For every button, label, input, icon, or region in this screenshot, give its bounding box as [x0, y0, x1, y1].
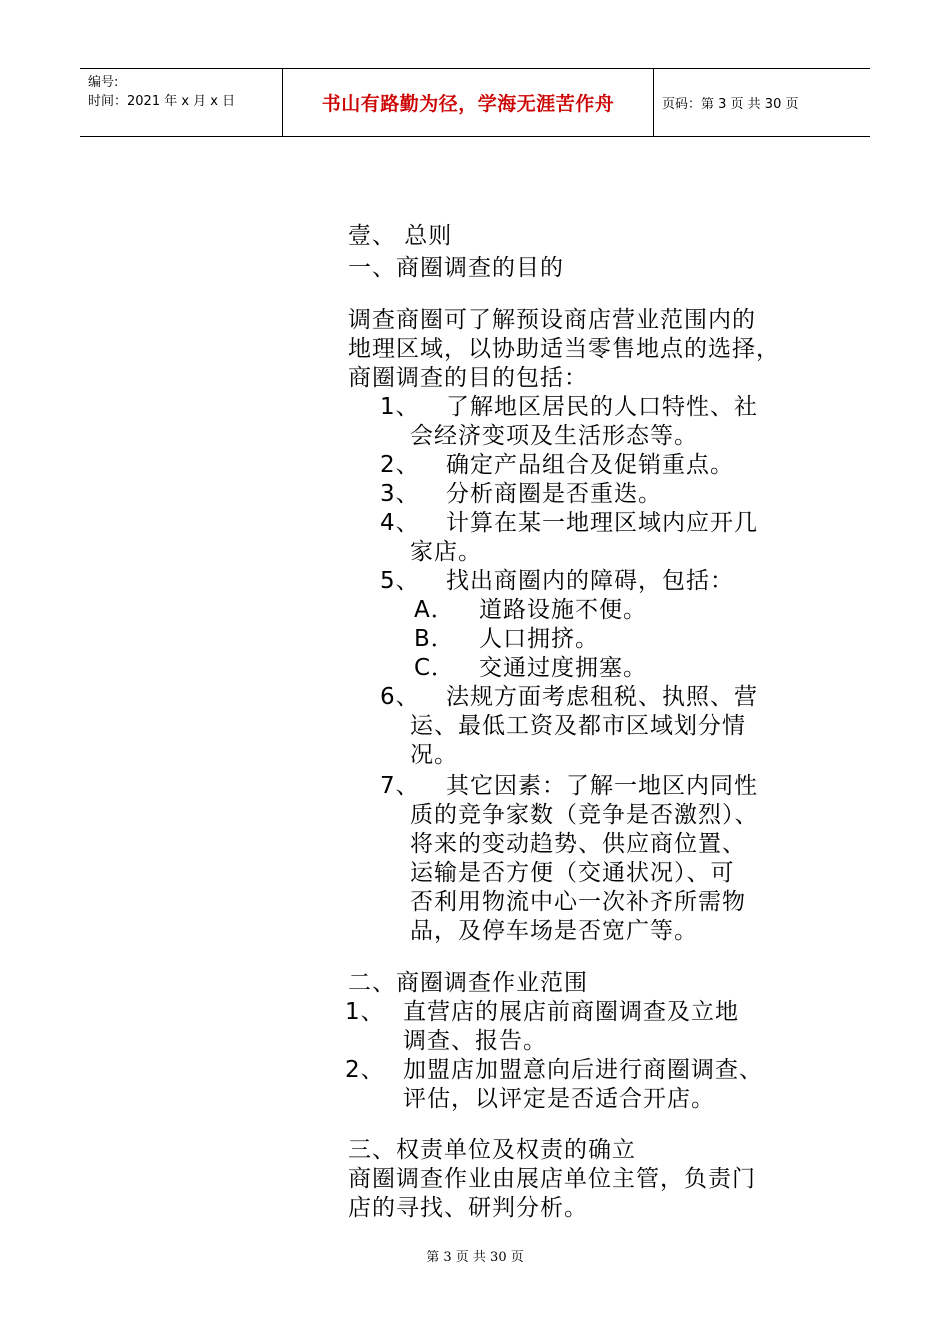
list-item-text: 运、最低工资及都市区域划分情 — [410, 713, 746, 739]
list-item-text: 将来的变动趋势、供应商位置、 — [410, 831, 746, 857]
list-item-number: 2、 — [380, 452, 420, 478]
header-meta — [80, 69, 282, 136]
list-item-number: 6、 — [380, 684, 420, 710]
list-item-number: 1、 — [380, 394, 420, 420]
list-item-text: 找出商圈内的障碍，包括： — [446, 568, 734, 594]
list-item-text: 直营店的展店前商圈调查及立地 — [403, 999, 739, 1025]
paragraph-line: 调查商圈可了解预设商店营业范围内的 — [348, 307, 756, 333]
list-item-text: 加盟店加盟意向后进行商圈调查、 — [403, 1057, 763, 1083]
sub-item-text: 交通过度拥塞。 — [479, 655, 647, 681]
list-item-text: 计算在某一地理区域内应开几 — [446, 510, 758, 536]
list-item-text: 确定产品组合及促销重点。 — [446, 452, 734, 478]
list-item-text: 家店。 — [410, 539, 482, 565]
page-header — [80, 68, 870, 137]
list-item-text: 评估，以评定是否适合开店。 — [403, 1086, 715, 1112]
header-page-code-cell — [654, 69, 870, 136]
paragraph-line: 店的寻找、研判分析。 — [348, 1195, 588, 1221]
list-item-number: 3、 — [380, 481, 420, 507]
section3-title: 三、权责单位及权责的确立 — [348, 1137, 636, 1163]
list-item-number: 2、 — [345, 1057, 385, 1083]
section-title: 壹、 总则 — [348, 223, 453, 249]
paragraph-line: 商圈调查的目的包括： — [348, 365, 588, 391]
list-item-text: 况。 — [410, 742, 458, 768]
sub-item-letter: B． — [414, 626, 455, 652]
paragraph-line: 地理区域，以协助适当零售地点的选择， — [348, 336, 780, 362]
list-item-text: 法规方面考虑租税、执照、营 — [446, 684, 758, 710]
list-item-text: 调查、报告。 — [403, 1028, 547, 1054]
header-motto-cell — [282, 69, 654, 136]
time-label: 时间：2021 年 x 月 x 日 — [88, 94, 236, 109]
motto: 书山有路勤为径，学海无涯苦作舟 — [321, 93, 615, 115]
list-item-text: 了解地区居民的人口特性、社 — [446, 394, 758, 420]
list-item-text: 品，及停车场是否宽广等。 — [410, 918, 698, 944]
number-label: 编号: — [88, 75, 119, 90]
list-item-text: 质的竞争家数（竞争是否激烈）、 — [410, 802, 759, 828]
list-item-number: 1、 — [345, 999, 385, 1025]
sub-item-letter: A． — [414, 597, 455, 623]
list-item-text: 会经济变项及生活形态等。 — [410, 423, 698, 449]
list-item-text: 其它因素：了解一地区内同性 — [446, 773, 758, 799]
section1-title: 一、商圈调查的目的 — [348, 255, 564, 281]
list-item-text: 运输是否方便（交通状况）、可 — [410, 860, 735, 886]
paragraph-line: 商圈调查作业由展店单位主管，负责门 — [348, 1166, 756, 1192]
list-item-number: 7、 — [380, 773, 420, 799]
list-item-number: 5、 — [380, 568, 420, 594]
section2-title: 二、商圈调查作业范围 — [348, 970, 588, 996]
sub-item-text: 人口拥挤。 — [479, 626, 599, 652]
sub-item-text: 道路设施不便。 — [479, 597, 647, 623]
list-item-text: 否利用物流中心一次补齐所需物 — [410, 889, 746, 915]
list-item-number: 4、 — [380, 510, 420, 536]
page-code: 页码：第 3 页 共 30 页 — [662, 97, 799, 112]
sub-item-letter: C． — [414, 655, 456, 681]
page-footer: 第 3 页 共 30 页 — [426, 1250, 524, 1265]
list-item-text: 分析商圈是否重迭。 — [446, 481, 662, 507]
